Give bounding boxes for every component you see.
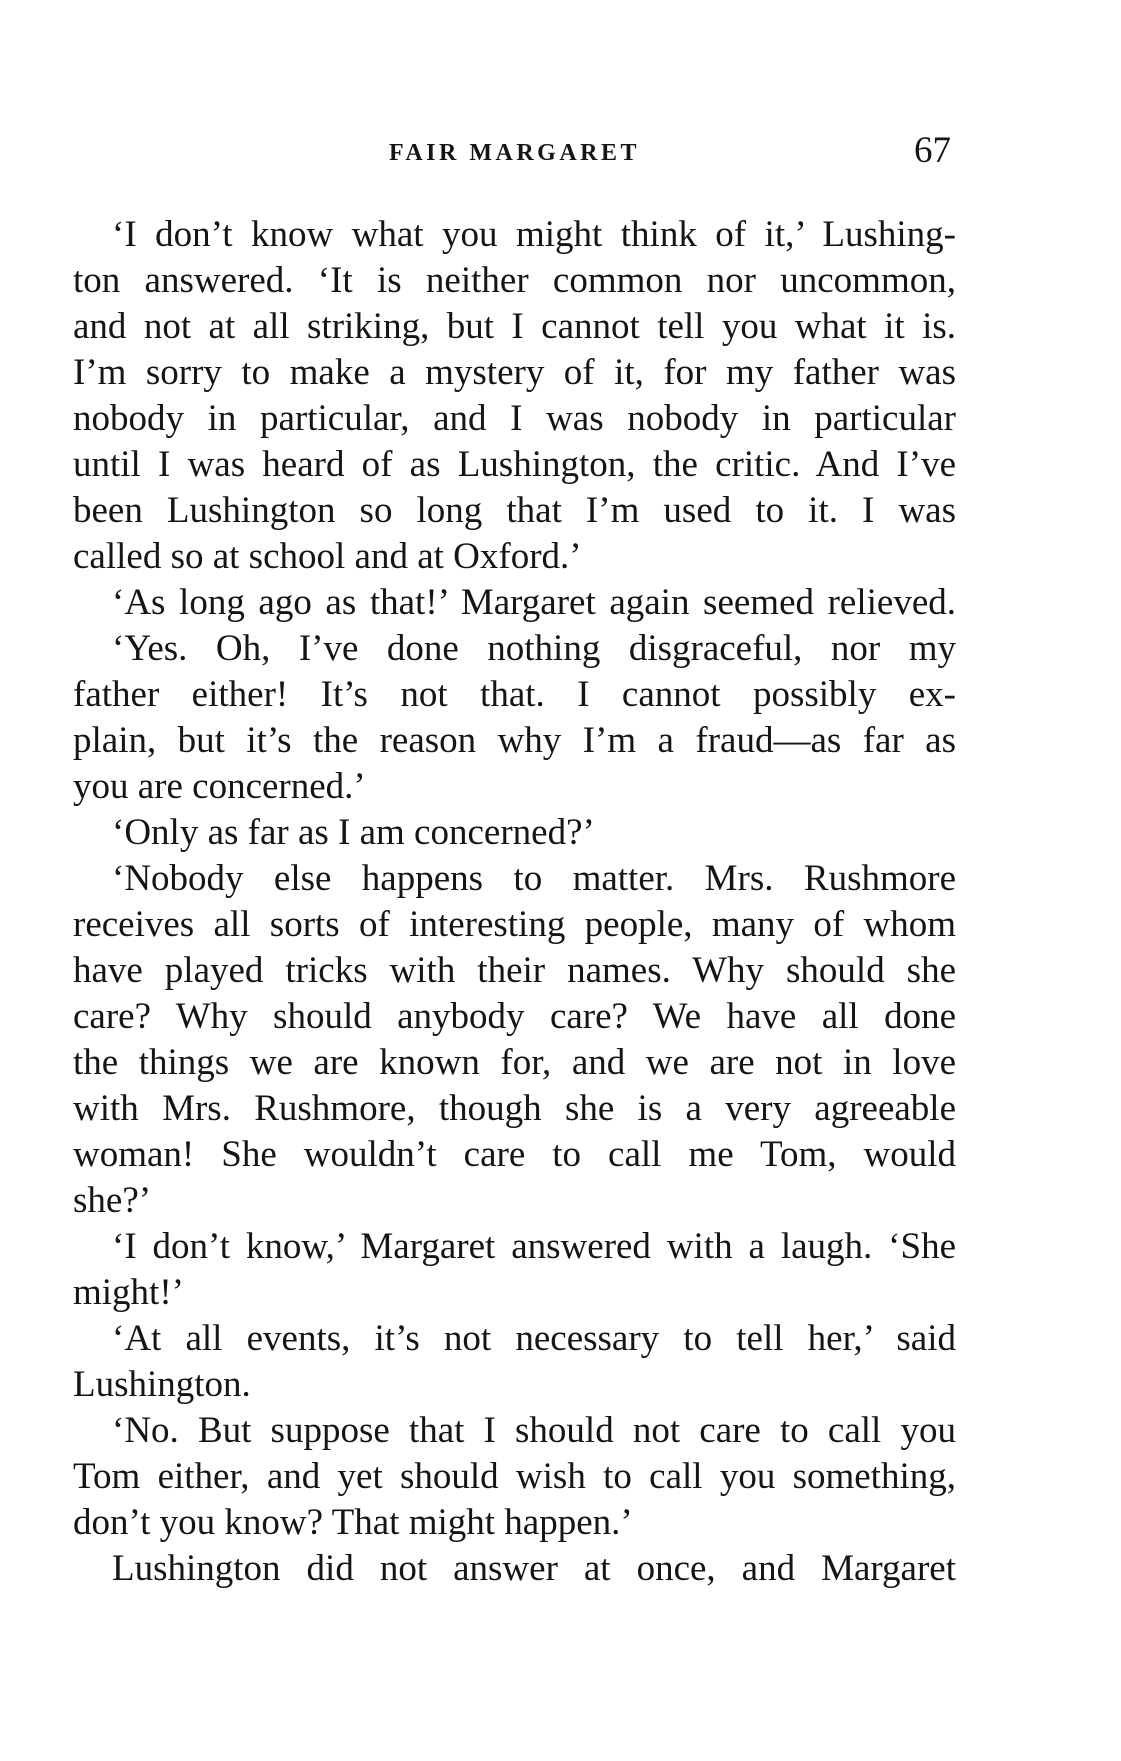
paragraph bbox=[73, 1224, 956, 1316]
paragraph bbox=[73, 212, 956, 580]
text-line: Lushington did not answer at once, and Margaret bbox=[112, 1548, 956, 1589]
text-line: have played tricks with their names. Why should she bbox=[73, 950, 956, 991]
text-line: plain, but it’s the reason why I’m a fraud—as far as bbox=[73, 720, 956, 761]
text-line: don’t you know? That might happen.’ bbox=[73, 1502, 633, 1543]
running-head: FAIR MARGARET bbox=[388, 140, 641, 166]
text-line: you are concerned.’ bbox=[73, 766, 366, 807]
text-line: Tom either, and yet should wish to call you something, bbox=[73, 1456, 956, 1497]
text-line: and not at all striking, but I cannot tell you what it is. bbox=[73, 306, 956, 347]
text-line: she?’ bbox=[73, 1180, 152, 1221]
text-line: receives all sorts of interesting people, many of whom bbox=[73, 904, 956, 945]
text-line: ‘I don’t know what you might think of it,’ Lushing- bbox=[112, 214, 956, 255]
text-line: might!’ bbox=[73, 1272, 184, 1313]
text-line: ‘Nobody else happens to matter. Mrs. Rushmore bbox=[112, 858, 956, 899]
paragraph bbox=[73, 810, 956, 856]
text-line: with Mrs. Rushmore, though she is a very agreeable bbox=[73, 1088, 956, 1129]
text-line: Lushington. bbox=[73, 1364, 251, 1405]
text-line: ‘No. But suppose that I should not care to call you bbox=[112, 1410, 956, 1451]
text-line: ‘Only as far as I am concerned?’ bbox=[112, 812, 595, 853]
text-line: ton answered. ‘It is neither common nor uncommon, bbox=[73, 260, 956, 301]
text-line: ‘Yes. Oh, I’ve done nothing disgraceful, nor my bbox=[112, 628, 956, 669]
text-line: ‘At all events, it’s not necessary to tell her,’ said bbox=[112, 1318, 956, 1359]
paragraph bbox=[73, 626, 956, 810]
text-line: called so at school and at Oxford.’ bbox=[73, 536, 582, 577]
text-line: ‘As long ago as that!’ Margaret again seemed relieved. bbox=[112, 582, 956, 623]
paragraph bbox=[73, 580, 956, 626]
page-number: 67 bbox=[914, 130, 951, 171]
text-line: the things we are known for, and we are not in love bbox=[73, 1042, 956, 1083]
text-line: I’m sorry to make a mystery of it, for my father was bbox=[73, 352, 956, 393]
text-line: father either! It’s not that. I cannot possibly ex- bbox=[73, 674, 956, 715]
paragraph bbox=[73, 1316, 956, 1408]
paragraph bbox=[73, 856, 956, 1224]
text-line: ‘I don’t know,’ Margaret answered with a laugh. ‘She bbox=[112, 1226, 956, 1267]
paragraph bbox=[73, 1546, 956, 1592]
text-line: woman! She wouldn’t care to call me Tom, would bbox=[73, 1134, 956, 1175]
paragraph bbox=[73, 1408, 956, 1546]
text-line: care? Why should anybody care? We have all done bbox=[73, 996, 956, 1037]
text-line: until I was heard of as Lushington, the critic. And I’ve bbox=[73, 444, 956, 485]
page-header bbox=[73, 128, 956, 174]
body-text bbox=[73, 212, 956, 1592]
text-line: nobody in particular, and I was nobody in particular bbox=[73, 398, 956, 439]
text-line: been Lushington so long that I’m used to it. I was bbox=[73, 490, 956, 531]
